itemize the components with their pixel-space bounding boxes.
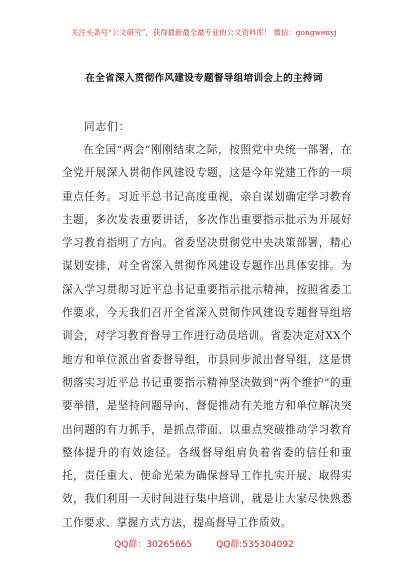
footer-qq-group-2: QQ群:535304092 [216,540,294,550]
footer [0,537,408,550]
footer-qq-group-1: QQ群：30265665 [114,540,193,550]
body-paragraph: 在全国“两会”刚刚结束之际，按照党中央统一部署，在全党开展深入贯彻作风建设专题，这是今年党建工作的一项重点任务。习近平总书记高度重视，亲自谋划确定学习教育主题，多次发表重要讲话，多次作出重要指示批示为开展好学习教育指明了方向。省委坚决贯彻党中央决策部署，精心谋划安排，对全省深入贯彻作风建设专题作出具体安排。为深入学习贯彻习近平总书记重要指示批示精神，按照省委工作要求，今天我们召开全省深入贯彻作风建设专题督导组培训会，对学习教育督导工作进行动员培训。省委决定对XX个地方和单位派出省委督导组，市县同步派出督导组，这是贯彻落实习近平总书记重要指示精神坚决做到“两个维护”的重要举措，是坚持问题导向、督促推动有关地方和单位解决突出问题的有力抓手，是抓点带面、以重点突破推动学习教育整体提升的有效途径。各级督导组肩负着省委的信任和重托，责任重大、使命光荣为确保督导工作扎实开展、取得实效，我们利用一天时间进行集中培训，就是让大家尽快熟悉工作要求、掌握方式方法，提高督导工作质效。 [62,144,352,529]
header-banner: 关注头条号“公文研究”，获得最新最全最专业的公文资料库！ 微信：gongwenyj [71,28,337,37]
salutation: 同志们： [84,121,131,133]
document-title: 在全省深入贯彻作风建设专题督导组培训会上的主持词 [85,73,323,84]
